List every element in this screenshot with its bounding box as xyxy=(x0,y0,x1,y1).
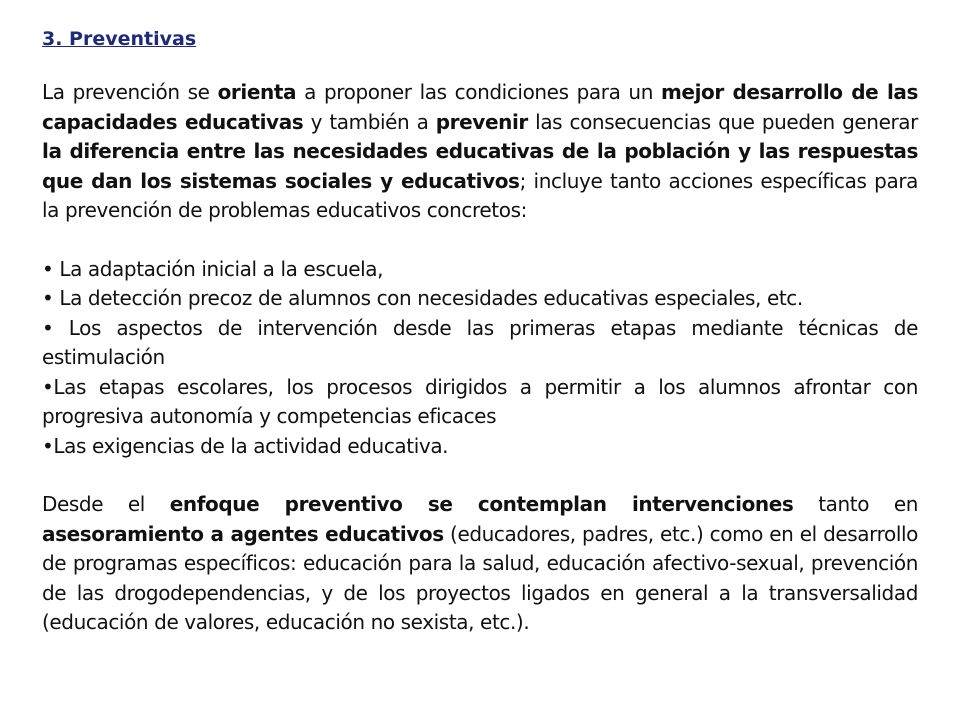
bullet-item: • Los aspectos de intervención desde las primeras etapas mediante técnicas de estimulación xyxy=(42,315,918,369)
closing-bold-2: asesoramiento a agentes educativos xyxy=(42,521,444,546)
bullet-item: •Las exigencias de la actividad educativa. xyxy=(42,433,449,458)
intro-text-1: La prevención se xyxy=(42,80,218,104)
bullet-item: •Las etapas escolares, los procesos dirigidos a permitir a los alumnos afrontar con progresiva autonomía y competencias eficaces xyxy=(42,374,918,428)
intro-text-5: ; incluye tanto acciones específicas para la prevención de problemas educativos concretos: xyxy=(42,168,918,222)
section-heading: 3. Preventivas xyxy=(42,28,197,50)
body-text xyxy=(42,78,918,638)
spacer xyxy=(42,226,918,255)
bullet-item: • La detección precoz de alumnos con necesidades educativas especiales, etc. xyxy=(42,286,803,310)
closing-paragraph xyxy=(42,490,918,638)
intro-text-4: las consecuencias que pueden generar xyxy=(527,109,918,134)
closing-bold-1: enfoque preventivo se contemplan intervenciones xyxy=(169,492,794,516)
intro-bold-1: orienta xyxy=(217,80,297,104)
closing-text-1: Desde el xyxy=(42,492,170,516)
bullet-item: • La adaptación inicial a la escuela, xyxy=(42,256,384,281)
closing-text-3: (educadores, padres, etc.) como en el desarrollo de programas específicos: educación para la salud, educación afectivo-sexual, prevención de las drogodependencias, y de los proyectos ligados en general a la transversalidad (educación de valores, educación no sexista, etc.). xyxy=(42,521,918,634)
intro-bold-3: prevenir xyxy=(435,109,528,134)
bullet-list xyxy=(42,255,918,462)
closing-text-2: tanto en xyxy=(793,492,919,516)
spacer xyxy=(42,461,918,490)
intro-bold-4: la diferencia entre las necesidades educativas de la población y las respuestas que dan los sistemas sociales y educativos xyxy=(42,139,918,193)
intro-bold-2: mejor desarrollo de las capacidades educativas xyxy=(42,80,918,134)
intro-paragraph xyxy=(42,78,918,226)
intro-text-2: a proponer las condiciones para un xyxy=(296,80,661,104)
intro-text-3: y también a xyxy=(303,109,436,134)
